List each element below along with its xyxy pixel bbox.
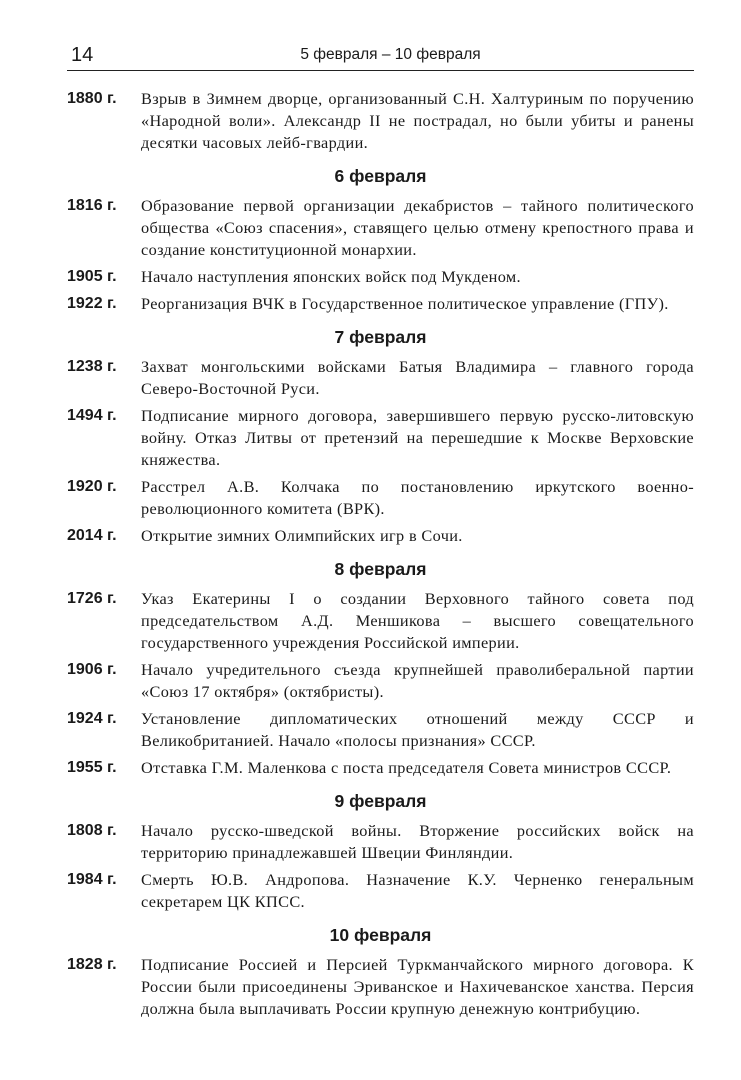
entry-text: Начало учредительного съезда крупнейшей праволиберальной партии «Союз 17 октября» (октябристы).	[141, 660, 694, 701]
page-header	[67, 42, 694, 71]
entry-year: 1905 г.	[67, 268, 117, 285]
entry	[67, 88, 694, 154]
entry-text: Реорганизация ВЧК в Государственное политическое управление (ГПУ).	[141, 294, 669, 313]
entry	[67, 293, 694, 315]
entry	[67, 525, 694, 547]
entry-text: Начало русско-шведской войны. Вторжение российских войск на территорию принадлежавшей Швеции Финляндии.	[141, 821, 694, 862]
entry-year: 2014 г.	[67, 527, 117, 544]
entry-text: Отставка Г.М. Маленкова с поста председателя Совета министров СССР.	[141, 758, 672, 777]
entry-year: 1808 г.	[67, 822, 117, 839]
entry-text: Подписание Россией и Персией Туркманчайского мирного договора. К России были присоединены Эриванское и Нахичеванское ханства. Персия должна была выплачивать России крупную денежную контрибуцию.	[141, 955, 694, 1018]
entry-year: 1880 г.	[67, 90, 117, 107]
entry	[67, 757, 694, 779]
running-head: 5 февраля – 10 февраля	[300, 46, 481, 63]
entry-year: 1920 г.	[67, 478, 117, 495]
entry-year: 1828 г.	[67, 956, 117, 973]
entry-text: Расстрел А.В. Колчака по постановлению иркутского военно-революционного комитета (ВРК).	[141, 477, 694, 518]
entry-year: 1726 г.	[67, 590, 117, 607]
date-heading: 8 февраля	[334, 559, 427, 579]
entry	[67, 588, 694, 654]
entry	[67, 869, 694, 913]
entry	[67, 356, 694, 400]
entry-year: 1494 г.	[67, 407, 117, 424]
page-number: 14	[71, 44, 94, 66]
date-heading: 10 февраля	[329, 925, 432, 945]
entry	[67, 708, 694, 752]
entry-year: 1984 г.	[67, 871, 117, 888]
date-heading: 7 февраля	[334, 327, 427, 347]
entry-year: 1955 г.	[67, 759, 117, 776]
entry	[67, 195, 694, 261]
entry-text: Смерть Ю.В. Андропова. Назначение К.У. Черненко генеральным секретарем ЦК КПСС.	[141, 870, 694, 911]
entry	[67, 659, 694, 703]
page-content	[67, 88, 694, 1025]
entry-year: 1922 г.	[67, 295, 117, 312]
entry	[67, 820, 694, 864]
entry-text: Установление дипломатических отношений между СССР и Великобританией. Начало «полосы признания» СССР.	[141, 709, 694, 750]
entry-year: 1906 г.	[67, 661, 117, 678]
entry-text: Взрыв в Зимнем дворце, организованный С.Н. Халтуриным по поручению «Народной воли». Александр II не пострадал, но были убиты и ранены десятки часовых лейб-гвардии.	[141, 89, 694, 152]
entry	[67, 266, 694, 288]
entry	[67, 954, 694, 1020]
date-heading: 6 февраля	[334, 166, 427, 186]
entry-text: Захват монгольскими войсками Батыя Владимира – главного города Северо-Восточной Руси.	[141, 357, 694, 398]
entry	[67, 405, 694, 471]
entry-year: 1238 г.	[67, 358, 117, 375]
entry-text: Начало наступления японских войск под Мукденом.	[141, 267, 521, 286]
entry-year: 1816 г.	[67, 197, 117, 214]
entry-text: Образование первой организации декабристов – тайного политического общества «Союз спасения», ставящего целью отмену крепостного права и создание конституционной монархии.	[141, 196, 694, 259]
entry-text: Подписание мирного договора, завершившего первую русско-литовскую войну. Отказ Литвы от претензий на перешедшие к Москве Верховские княжества.	[141, 406, 694, 469]
entry-text: Открытие зимних Олимпийских игр в Сочи.	[141, 526, 463, 545]
entry-text: Указ Екатерины I о создании Верховного тайного совета под председательством А.Д. Меншикова – высшего совещательного государственного учреждения Российской империи.	[141, 589, 694, 652]
entry	[67, 476, 694, 520]
date-heading: 9 февраля	[334, 791, 427, 811]
entry-year: 1924 г.	[67, 710, 117, 727]
